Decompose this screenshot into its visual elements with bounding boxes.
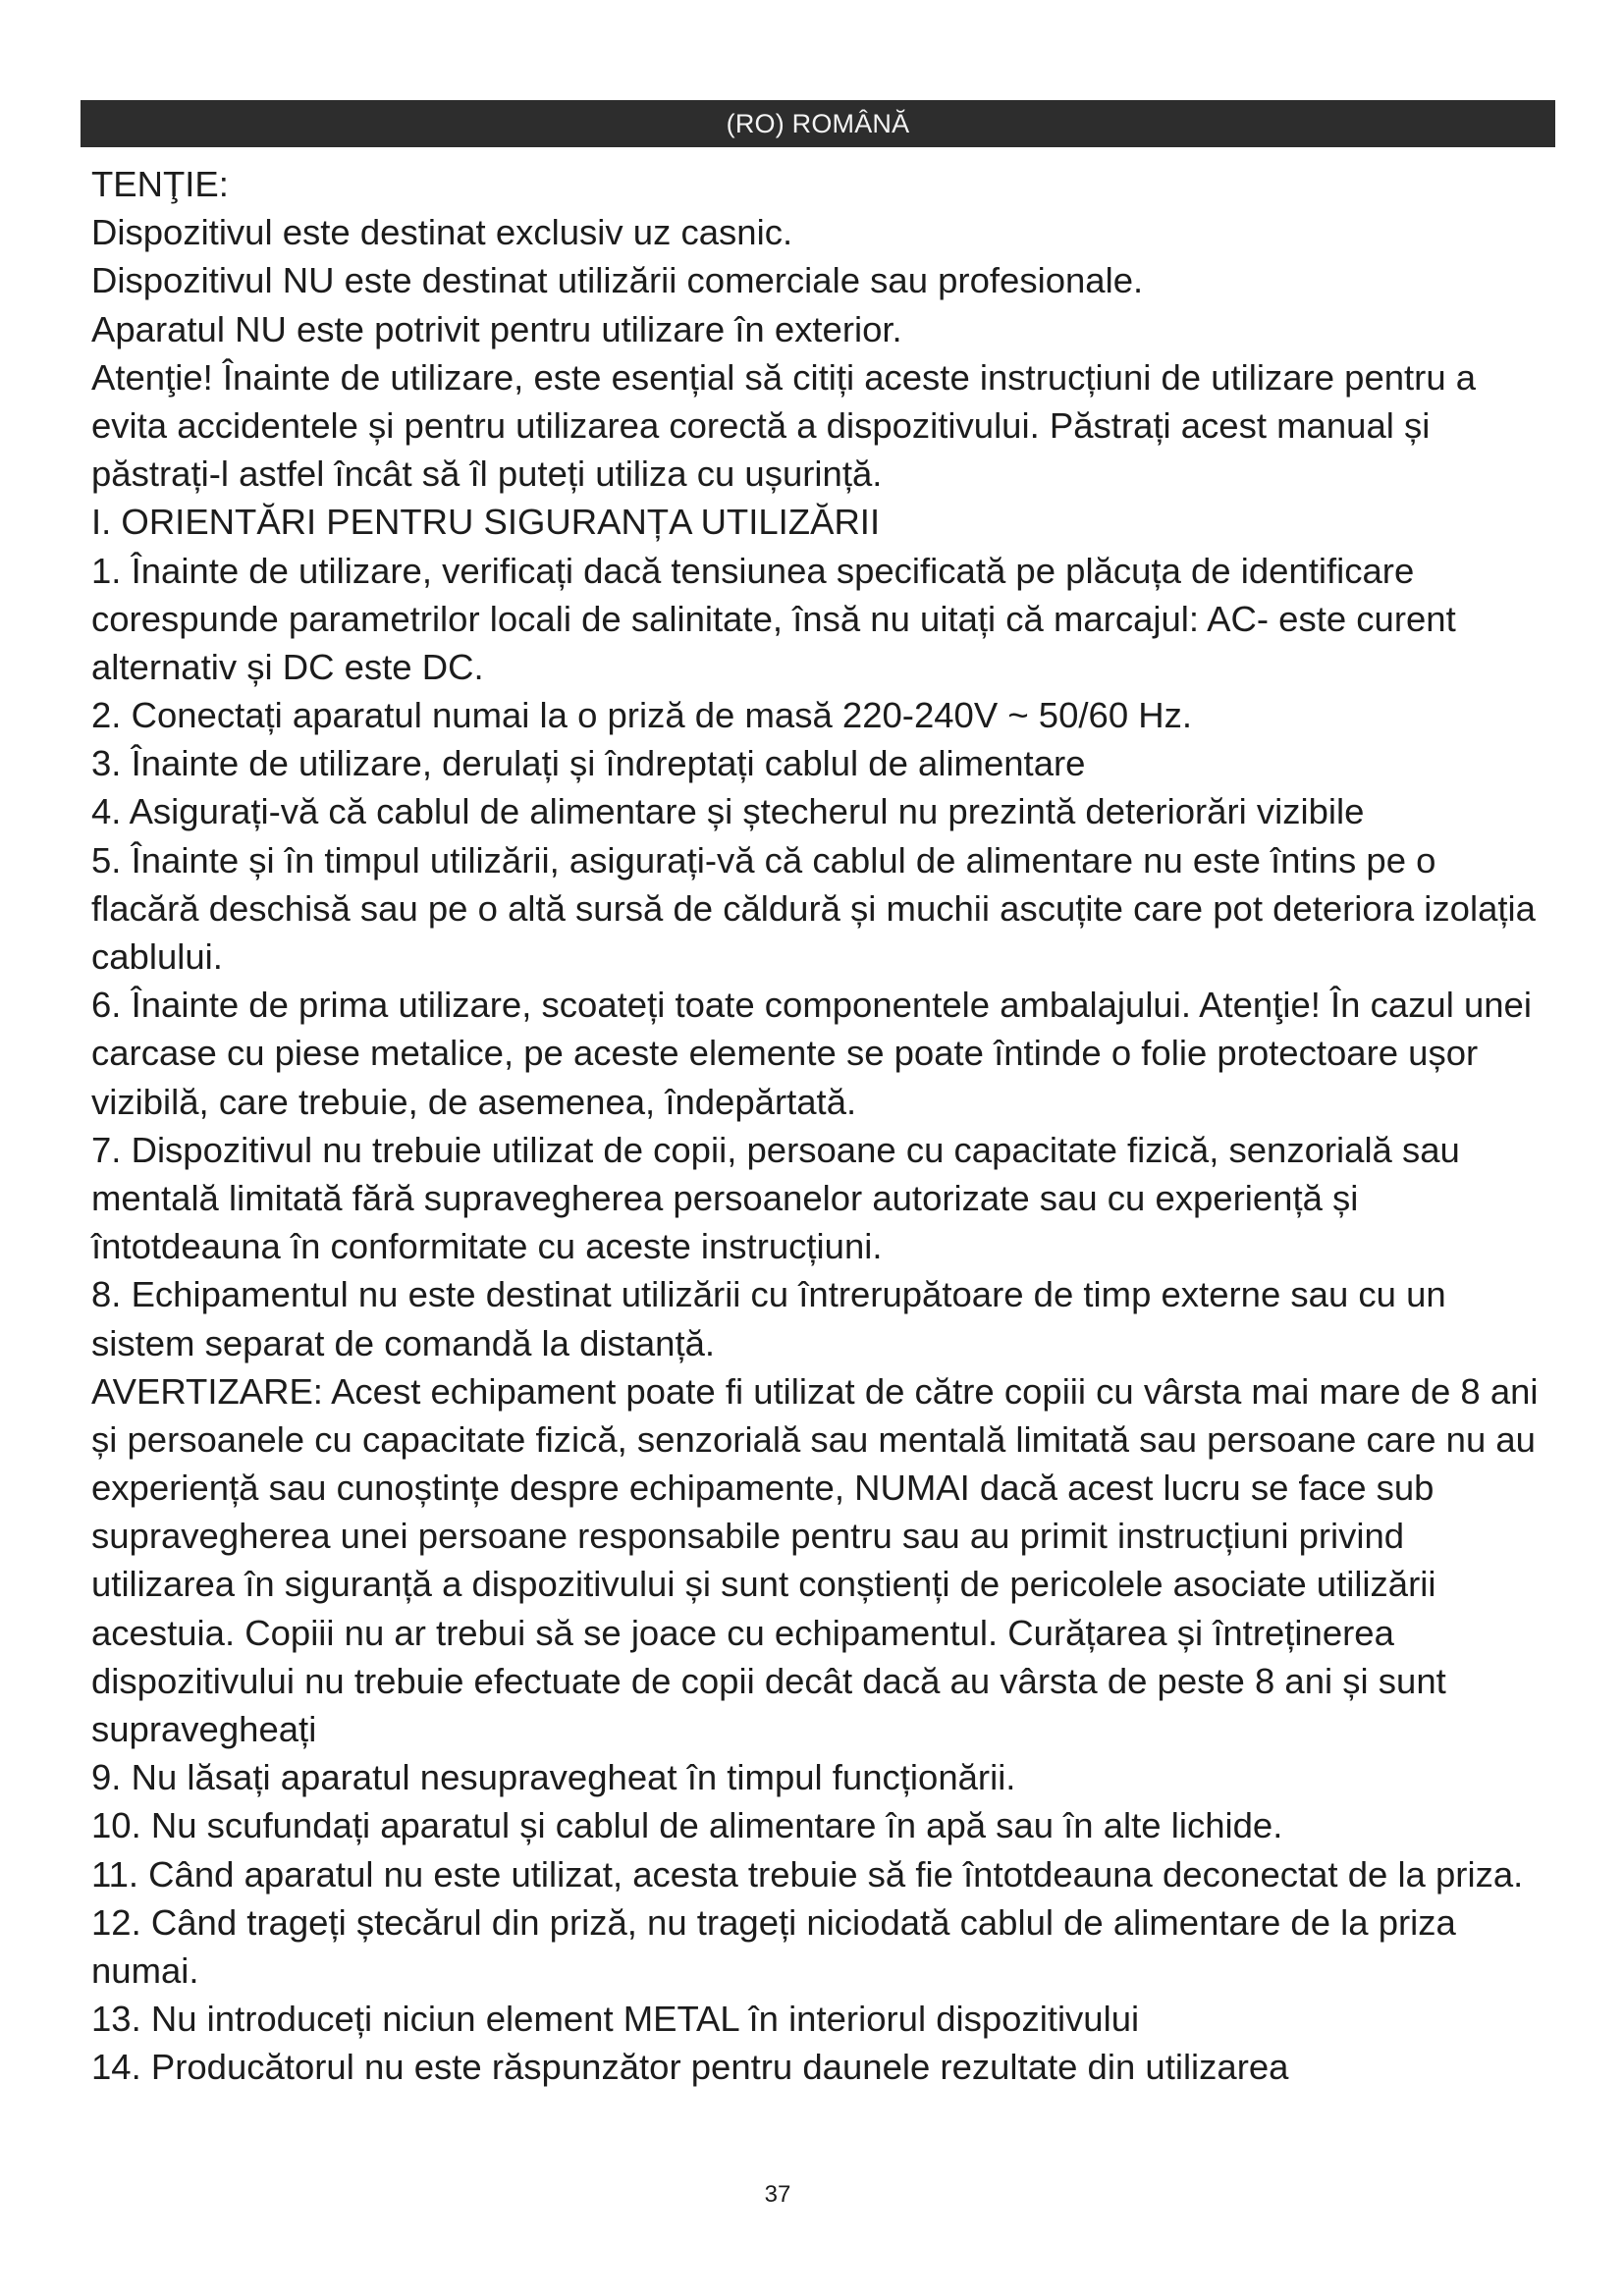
text-line: acestuia. Copiii nu ar trebui să se joace cu echipamentul. Curățarea și întreținerea bbox=[91, 1612, 1394, 1653]
page-number: 37 bbox=[764, 2181, 791, 2208]
text-line: întotdeauna în conformitate cu aceste instrucțiuni. bbox=[91, 1226, 883, 1267]
text-line: TENŢIE: bbox=[91, 164, 229, 204]
list-item-7 bbox=[91, 1126, 1584, 1271]
text-line: 2. Conectați aparatul numai la o priză de masă 220-240V ~ 50/60 Hz. bbox=[91, 695, 1193, 736]
paragraph-not-outdoor bbox=[91, 305, 1584, 353]
text-line: Dispozitivul NU este destinat utilizării comerciale sau profesionale. bbox=[91, 260, 1144, 301]
language-header-title: (RO) ROMÂNĂ bbox=[726, 109, 910, 138]
text-line: AVERTIZARE: Acest echipament poate fi utilizat de către copiii cu vârsta mai mare de 8 ani bbox=[91, 1370, 1539, 1412]
list-item-14 bbox=[91, 2043, 1584, 2091]
list-item-4 bbox=[91, 787, 1584, 835]
text-line: 1. Înainte de utilizare, verificați dacă tensiunea specificată pe plăcuța de identificare bbox=[91, 550, 1415, 591]
text-line: carcase cu piese metalice, pe aceste elemente se poate întinde o folie protectoare ușor bbox=[91, 1033, 1479, 1074]
text-line: evita accidentele și pentru utilizarea corectă a dispozitivului. Păstrați acest manual și bbox=[91, 404, 1431, 446]
paragraph-read-instructions bbox=[91, 353, 1584, 499]
paragraph-household-use bbox=[91, 208, 1584, 256]
text-line: 10. Nu scufundați aparatul și cablul de alimentare în apă sau în alte lichide. bbox=[91, 1805, 1283, 1846]
list-item-8 bbox=[91, 1270, 1584, 1366]
text-line: dispozitivului nu trebuie efectuate de copii decât dacă au vârsta de peste 8 ani și sunt bbox=[91, 1660, 1446, 1701]
list-item-11 bbox=[91, 1850, 1584, 1898]
text-line: Dispozitivul este destinat exclusiv uz casnic. bbox=[91, 212, 793, 253]
text-line: sistem separat de comandă la distanță. bbox=[91, 1322, 716, 1363]
text-line: I. ORIENTĂRI PENTRU SIGURANȚA UTILIZĂRII bbox=[91, 502, 881, 543]
text-line: 5. Înainte și în timpul utilizării, asigurați-vă că cablul de alimentare nu este întins pe o bbox=[91, 839, 1436, 881]
text-line: numai. bbox=[91, 1949, 199, 1991]
caution-heading bbox=[91, 160, 1584, 208]
text-line: 13. Nu introduceți niciun element METAL în interiorul dispozitivului bbox=[91, 1999, 1140, 2040]
section-heading bbox=[91, 498, 1584, 546]
list-item-12 bbox=[91, 1898, 1584, 1995]
text-line: păstrați-l astfel încât să îl puteți utiliza cu ușurință. bbox=[91, 454, 883, 495]
text-line: 6. Înainte de prima utilizare, scoateți toate componentele ambalajului. Atenţie! În cazul unei bbox=[91, 985, 1532, 1026]
text-line: 3. Înainte de utilizare, derulați și îndreptați cablul de alimentare bbox=[91, 743, 1086, 784]
text-line: supravegheați bbox=[91, 1709, 317, 1749]
text-line: Aparatul NU este potrivit pentru utilizare în exterior. bbox=[91, 308, 902, 349]
list-item-10 bbox=[91, 1801, 1584, 1849]
text-line: și persoanele cu capacitate fizică, senzorială sau mentală limitată sau persoane care nu au bbox=[91, 1418, 1536, 1460]
list-item-6 bbox=[91, 981, 1584, 1126]
text-line: flacără deschisă sau pe o altă sursă de căldură și muchii ascuțite care pot deteriora izolația bbox=[91, 887, 1536, 929]
list-item-1 bbox=[91, 547, 1584, 692]
text-line: Atenţie! Înainte de utilizare, este esențial să citiți aceste instrucțiuni de utilizare pentru a bbox=[91, 356, 1477, 398]
text-line: vizibilă, care trebuie, de asemenea, îndepărtată. bbox=[91, 1081, 857, 1122]
text-line: 9. Nu lăsați aparatul nesupravegheat în timpul funcționării. bbox=[91, 1757, 1016, 1798]
list-item-3 bbox=[91, 739, 1584, 787]
text-line: mentală limitată fără supravegherea persoanelor autorizate sau cu experiență și bbox=[91, 1177, 1359, 1218]
text-line: experiență sau cunoștințe despre echipamente, NUMAI dacă acest lucru se face sub bbox=[91, 1468, 1435, 1509]
list-item-13 bbox=[91, 1995, 1584, 2043]
list-item-5 bbox=[91, 836, 1584, 982]
text-line: alternativ și DC este DC. bbox=[91, 646, 484, 687]
document-body bbox=[91, 160, 1584, 2092]
list-item-2 bbox=[91, 691, 1584, 739]
text-line: utilizarea în siguranță a dispozitivului și sunt conștienți de pericolele asociate utilizării bbox=[91, 1564, 1436, 1605]
list-item-9 bbox=[91, 1753, 1584, 1801]
language-header-bar bbox=[81, 100, 1555, 147]
text-line: supravegherea unei persoane responsabile pentru sau au primit instrucțiuni privind bbox=[91, 1516, 1405, 1557]
paragraph-not-commercial bbox=[91, 256, 1584, 304]
text-line: 7. Dispozitivul nu trebuie utilizat de copii, persoane cu capacitate fizică, senzorială sau bbox=[91, 1129, 1460, 1170]
text-line: 14. Producătorul nu este răspunzător pentru daunele rezultate din utilizarea bbox=[91, 2047, 1289, 2088]
warning-paragraph bbox=[91, 1367, 1584, 1754]
text-line: 4. Asigurați-vă că cablul de alimentare și ștecherul nu prezintă deteriorări vizibile bbox=[91, 791, 1365, 832]
text-line: 12. Când trageți ștecărul din priză, nu trageți niciodată cablul de alimentare de la priza bbox=[91, 1901, 1456, 1943]
text-line: corespunde parametrilor locali de salinitate, însă nu uitați că marcajul: AC- este curent bbox=[91, 598, 1456, 639]
text-line: 8. Echipamentul nu este destinat utilizării cu întrerupătoare de timp externe sau cu un bbox=[91, 1274, 1446, 1315]
text-line: 11. Când aparatul nu este utilizat, acesta trebuie să fie întotdeauna deconectat de la priza. bbox=[91, 1853, 1524, 1895]
text-line: cablului. bbox=[91, 936, 223, 977]
